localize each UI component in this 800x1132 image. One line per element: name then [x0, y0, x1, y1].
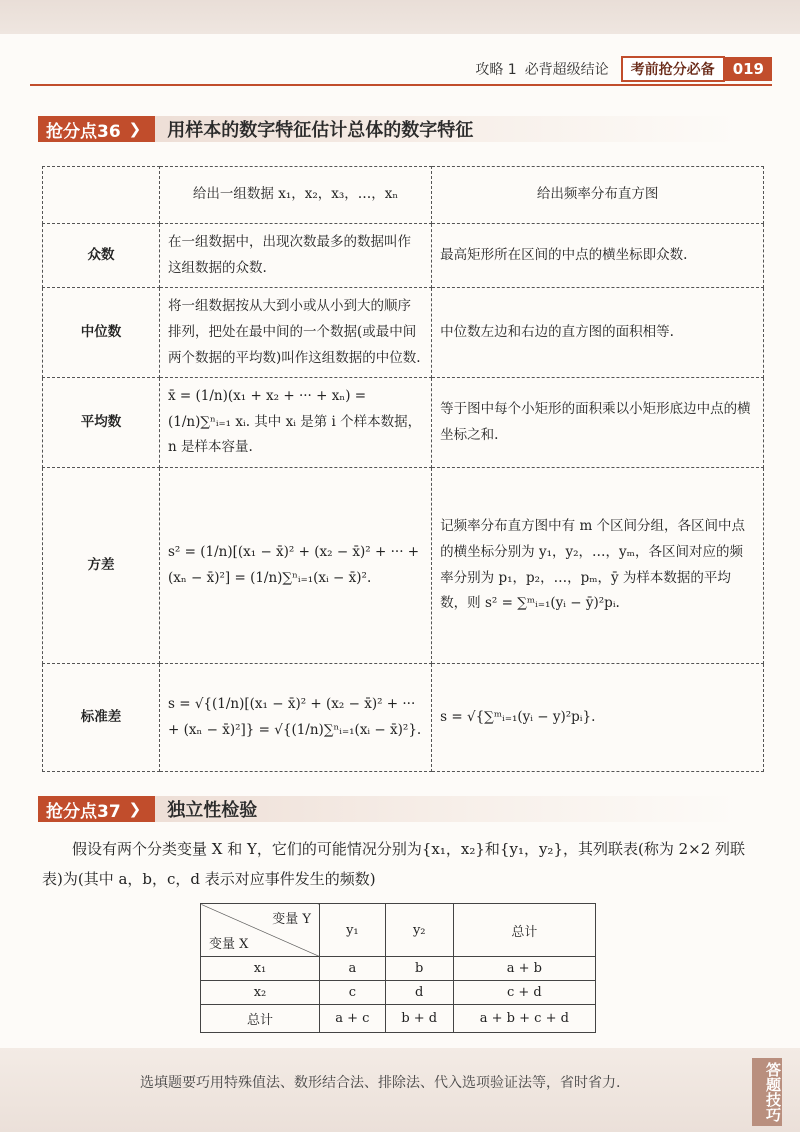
cell: a + c	[320, 1004, 386, 1033]
section-37-badge	[38, 796, 155, 822]
row-header-cell: x₁	[201, 957, 320, 981]
page-number: 019	[725, 57, 772, 81]
row-cell-data: 将一组数据按从大到小或从小到大的顺序排列，把处在最中间的一个数据(或最中间两个数据的平均数)叫作这组数据的中位数.	[160, 288, 432, 378]
row-label: 众数	[43, 224, 160, 288]
table-row-variance	[43, 468, 764, 664]
header-tag: 考前抢分必备	[621, 56, 725, 82]
row-label: 方差	[43, 468, 160, 664]
cell: c	[320, 980, 386, 1004]
table-header-empty	[43, 167, 160, 224]
table-header-col1: 给出一组数据 x₁，x₂，x₃，…，xₙ	[160, 167, 432, 224]
table-row	[201, 1004, 596, 1033]
row-cell-data: s = √{(1/n)[(x₁ − x̄)² + (x₂ − x̄)² + ··· + (xₙ − x̄)²]} = √{(1/n)∑ⁿᵢ₌₁(xᵢ − x̄)²}.	[160, 664, 432, 772]
section-37-badge-label: 抢分点37	[46, 801, 121, 822]
table-row-mean	[43, 378, 764, 468]
header-crumb: 攻略 1	[475, 62, 517, 78]
cell: a	[320, 957, 386, 981]
independence-test-paragraph: 假设有两个分类变量 X 和 Y，它们的可能情况分别为{x₁，x₂}和{y₁，y₂}，其列联表(称为 2×2 列联表)为(其中 a，b，c，d 表示对应事件发生的频数)	[42, 840, 746, 888]
diagonal-header-cell	[201, 904, 320, 957]
contingency-table	[200, 903, 596, 1033]
header-crumb-sub: 必背超级结论	[524, 62, 609, 78]
cell: d	[385, 980, 453, 1004]
row-cell-data: 在一组数据中，出现次数最多的数据叫作这组数据的众数.	[160, 224, 432, 288]
header-cell: y₁	[320, 904, 386, 957]
cell: a + b	[453, 957, 595, 981]
table-header-col2: 给出频率分布直方图	[432, 167, 764, 224]
page-footer	[0, 1048, 800, 1132]
row-label: 平均数	[43, 378, 160, 468]
row-cell-histogram: 记频率分布直方图中有 m 个区间分组，各区间中点的横坐标分别为 y₁，y₂，…，yₘ，各区间对应的频率分别为 p₁，p₂，…，pₘ，ȳ 为样本数据的平均数，则 s² = ∑ᵐᵢ₌₁(yᵢ − ȳ)²pᵢ.	[432, 468, 764, 664]
diag-top-label: 变量 Y	[272, 912, 311, 927]
header-cell: 总计	[453, 904, 595, 957]
footer-tip: 选填题要巧用特殊值法、数形结合法、排除法、代入选项验证法等，省时省力.	[140, 1075, 621, 1091]
row-cell-data: s² = (1/n)[(x₁ − x̄)² + (x₂ − x̄)² + ··· + (xₙ − x̄)²] = (1/n)∑ⁿᵢ₌₁(xᵢ − x̄)².	[160, 468, 432, 664]
chevron-right-icon: ❯	[128, 800, 142, 818]
chevron-right-icon: ❯	[128, 120, 142, 138]
row-header-cell: x₂	[201, 980, 320, 1004]
section-37-heading	[38, 796, 738, 822]
section-36-heading	[38, 116, 738, 142]
table-row-median	[43, 288, 764, 378]
cell: b	[385, 957, 453, 981]
cell: a + b + c + d	[453, 1004, 595, 1033]
row-cell-histogram: s = √{∑ᵐᵢ₌₁(yᵢ − y)²pᵢ}.	[432, 664, 764, 772]
section-36-title: 用样本的数字特征估计总体的数字特征	[167, 120, 474, 141]
table-row	[201, 980, 596, 1004]
row-cell-histogram: 中位数左边和右边的直方图的面积相等.	[432, 288, 764, 378]
header-cell: y₂	[385, 904, 453, 957]
page-header	[475, 56, 772, 82]
footer-side-tab: 答题技巧	[752, 1058, 782, 1126]
row-cell-data: x̄ = (1/n)(x₁ + x₂ + ··· + xₙ) = (1/n)∑ⁿᵢ₌₁ xᵢ. 其中 xᵢ 是第 i 个样本数据，n 是样本容量.	[160, 378, 432, 468]
table-row	[201, 957, 596, 981]
cell: b + d	[385, 1004, 453, 1033]
section-36-badge	[38, 116, 155, 142]
top-decor-bar	[0, 0, 800, 34]
table-row-mode	[43, 224, 764, 288]
row-label: 中位数	[43, 288, 160, 378]
row-label: 标准差	[43, 664, 160, 772]
row-cell-histogram: 最高矩形所在区间的中点的横坐标即众数.	[432, 224, 764, 288]
diag-bottom-label: 变量 X	[209, 937, 249, 952]
row-cell-histogram: 等于图中每个小矩形的面积乘以小矩形底边中点的横坐标之和.	[432, 378, 764, 468]
statistics-table	[42, 166, 764, 772]
row-header-cell: 总计	[201, 1004, 320, 1033]
section-36-badge-label: 抢分点36	[46, 121, 121, 142]
header-rule	[30, 84, 772, 86]
contingency-header-row	[201, 904, 596, 957]
cell: c + d	[453, 980, 595, 1004]
section-37-title: 独立性检验	[167, 800, 258, 821]
table-row-stddev	[43, 664, 764, 772]
table-header-row	[43, 167, 764, 224]
